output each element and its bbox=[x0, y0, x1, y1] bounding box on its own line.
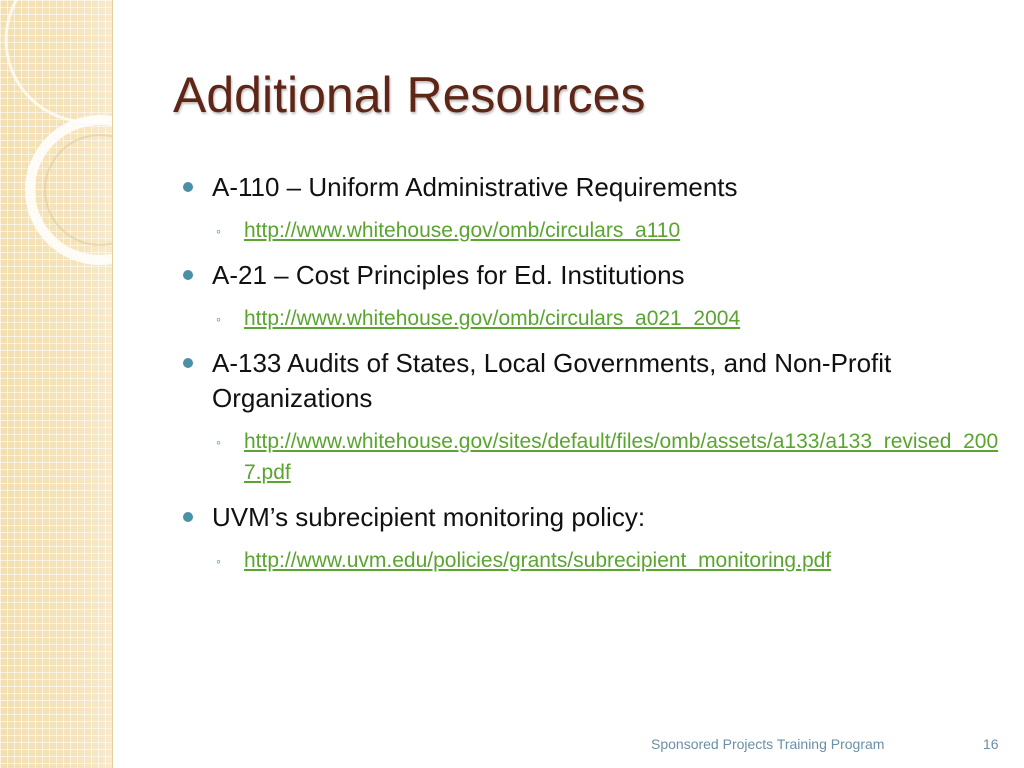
decorative-rings bbox=[0, 0, 112, 768]
page-number: 16 bbox=[983, 736, 999, 752]
link-a110[interactable]: http://www.whitehouse.gov/omb/circulars_a110 bbox=[244, 219, 681, 242]
ring-inner bbox=[45, 135, 112, 245]
slide-title: Additional Resources bbox=[173, 67, 646, 123]
bullet-icon bbox=[183, 358, 193, 368]
footer-program-name: Sponsored Projects Training Program bbox=[651, 736, 885, 752]
sub-item-a110-link bbox=[180, 215, 1000, 246]
bullet-icon bbox=[183, 182, 193, 192]
link-uvm-policy[interactable]: http://www.uvm.edu/policies/grants/subrecipient_monitoring.pdf bbox=[244, 549, 832, 572]
ring-thick bbox=[30, 120, 112, 260]
list-item-a133 bbox=[180, 346, 1000, 416]
list-item-uvm-policy bbox=[180, 500, 1000, 535]
link-a133[interactable]: http://www.whitehouse.gov/sites/default/files/omb/assets/a133/a133_revised_2007.pdf bbox=[244, 430, 999, 484]
sub-item-a133-link bbox=[180, 426, 1000, 488]
resource-list bbox=[180, 170, 1000, 588]
link-a21[interactable]: http://www.whitehouse.gov/omb/circulars_a021_2004 bbox=[244, 307, 741, 330]
list-item-a110 bbox=[180, 170, 1000, 205]
list-item-a21 bbox=[180, 258, 1000, 293]
ring-large bbox=[6, 0, 112, 122]
ring-bullet-icon: ◦ bbox=[216, 553, 221, 569]
ring-bullet-icon: ◦ bbox=[216, 434, 221, 450]
list-item-text: A-110 – Uniform Administrative Requirements bbox=[212, 172, 738, 202]
list-item-text: A-133 Audits of States, Local Governments, and Non-Profit Organizations bbox=[212, 348, 892, 413]
bullet-icon bbox=[183, 512, 193, 522]
ring-bullet-icon: ◦ bbox=[216, 223, 221, 239]
sub-item-uvm-link bbox=[180, 545, 1000, 576]
bullet-icon bbox=[183, 270, 193, 280]
list-item-text: A-21 – Cost Principles for Ed. Institutions bbox=[212, 260, 685, 290]
list-item-text: UVM’s subrecipient monitoring policy: bbox=[212, 502, 646, 532]
ring-bullet-icon: ◦ bbox=[216, 311, 221, 327]
decorative-side-strip bbox=[0, 0, 113, 768]
sub-item-a21-link bbox=[180, 303, 1000, 334]
